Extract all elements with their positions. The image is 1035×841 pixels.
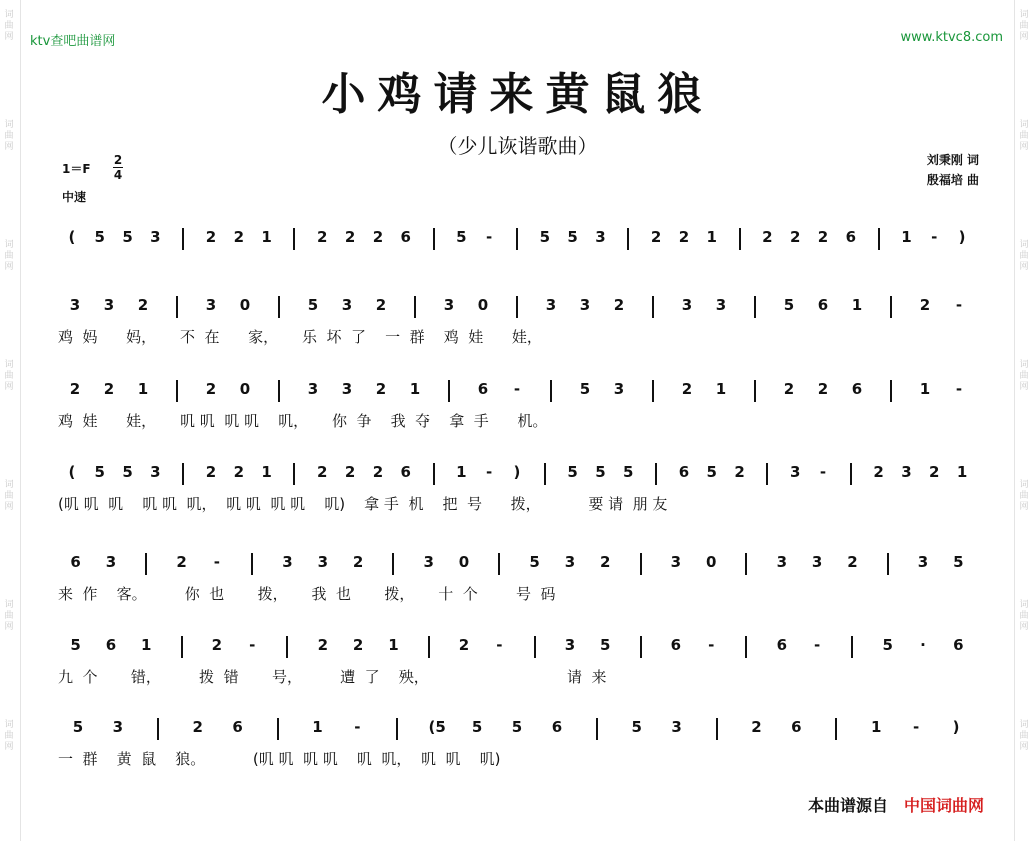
notation-row (58, 380, 988, 406)
bar-line (577, 718, 617, 740)
note: 3 (282, 553, 293, 571)
note: 6 (400, 228, 411, 246)
note: 6 (776, 636, 787, 654)
note: 1 (261, 463, 272, 481)
note: 2 (929, 463, 940, 481)
note: 1 (137, 380, 149, 398)
note: - (486, 463, 493, 481)
note: 2 (458, 636, 470, 654)
bar-line (235, 553, 270, 575)
bar-line (411, 636, 446, 658)
note: 2 (372, 228, 384, 246)
bar-line (398, 296, 432, 318)
site-link-left[interactable]: ktv查吧曲谱网 (30, 34, 116, 49)
note: 5 (307, 296, 319, 314)
note: 5 (122, 463, 133, 481)
bar-line (738, 296, 772, 318)
bar-line (376, 553, 411, 575)
bar-line (870, 553, 905, 575)
note: 2 (344, 228, 356, 246)
note: - (813, 636, 821, 654)
note: 3 (423, 553, 434, 571)
note: 2 (352, 553, 364, 571)
note: 2 (317, 636, 328, 654)
note: 3 (69, 296, 81, 314)
note: 0 (477, 296, 489, 314)
song-subtitle: （少儿诙谐歌曲） (437, 134, 598, 158)
note: 2 (205, 463, 217, 481)
note: 1 (261, 228, 272, 246)
bar-line (874, 380, 908, 402)
note: 5 (579, 380, 591, 398)
note: ( (68, 228, 76, 246)
side-watermark: 词曲网 (1019, 600, 1029, 632)
note: 2 (205, 380, 217, 398)
composer-credit: 殷福培 曲 (926, 173, 979, 187)
bar-line (816, 718, 856, 740)
note: 1 (956, 463, 968, 481)
bar-line (482, 553, 517, 575)
note: 3 (595, 228, 606, 246)
note: 3 (205, 296, 217, 314)
note: 3 (917, 553, 929, 571)
note: 3 (671, 718, 682, 736)
note: 2 (375, 380, 387, 398)
note: - (819, 463, 827, 481)
note: 3 (776, 553, 787, 571)
note: - (354, 718, 361, 736)
note: 2 (69, 380, 81, 398)
note: 5 (567, 228, 578, 246)
bar-line (874, 296, 908, 318)
note: 2 (352, 636, 364, 654)
note: 2 (762, 228, 773, 246)
lyric-row: (叽 叽 叽 叽 叽 叽， 叽 叽 叽 叽 叽) 拿 手 机 把 号 拨， 要 请 朋 友 (58, 495, 668, 513)
note: 3 (150, 228, 161, 246)
note: 2 (681, 380, 693, 398)
note: - (496, 636, 503, 654)
note: (5 (428, 718, 446, 736)
note: ) (513, 463, 521, 481)
note: 5 (122, 228, 133, 246)
note: 0 (458, 553, 470, 571)
note: 2 (372, 463, 384, 481)
bar-line (753, 463, 781, 485)
bar-line (517, 636, 552, 658)
bar-line (262, 296, 296, 318)
bar-line (726, 228, 754, 250)
note: ) (958, 228, 966, 246)
note: 2 (789, 228, 801, 246)
bar-line (697, 718, 737, 740)
note: 3 (579, 296, 591, 314)
note: 3 (681, 296, 693, 314)
notation-row (58, 718, 988, 744)
bar-line (738, 380, 772, 402)
side-watermark: 词曲网 (4, 720, 14, 752)
left-watermark-strip (0, 0, 21, 841)
side-watermark: 词曲网 (1019, 10, 1029, 42)
lyric-row: 来 作 客。 你 也 拨， 我 也 拨， 十 个 号 码 (58, 585, 556, 603)
note: 2 (233, 463, 245, 481)
side-watermark: 词曲网 (1019, 120, 1029, 152)
note: 2 (873, 463, 884, 481)
note: 2 (317, 228, 328, 246)
note: 2 (678, 228, 690, 246)
note: - (513, 380, 521, 398)
key-signature: 1＝F (62, 162, 91, 176)
tempo-marking: 中速 (62, 190, 87, 204)
note: 3 (150, 463, 161, 481)
note: 3 (545, 296, 557, 314)
note: 5 (94, 228, 105, 246)
note: 0 (239, 296, 251, 314)
note: 2 (734, 463, 745, 481)
bar-line (642, 463, 670, 485)
note: 3 (670, 553, 682, 571)
note: 5 (600, 636, 611, 654)
note: 5 (783, 296, 795, 314)
bar-line (636, 380, 670, 402)
note: 6 (817, 296, 829, 314)
note: 2 (192, 718, 203, 736)
bar-line (160, 380, 194, 402)
note: 5 (623, 463, 634, 481)
side-watermark: 词曲网 (1019, 360, 1029, 392)
notation-row (58, 553, 988, 579)
bar-line (623, 553, 658, 575)
note: 2 (847, 553, 858, 571)
bar-line (500, 296, 534, 318)
note: 3 (341, 380, 353, 398)
note: ) (952, 718, 960, 736)
note: 2 (176, 553, 187, 571)
side-watermark: 词曲网 (1019, 720, 1029, 752)
lyric-row: 鸡 娃 娃， 叽 叽 叽 叽 叽， 你 争 我 夺 拿 手 机。 (58, 412, 548, 430)
bar-line (729, 636, 764, 658)
note: - (249, 636, 256, 654)
note: - (213, 553, 220, 571)
note: 1 (456, 463, 467, 481)
bar-line (377, 718, 417, 740)
note: 6 (400, 463, 411, 481)
note: 1 (919, 380, 931, 398)
bar-line (420, 228, 448, 250)
note: 5 (595, 463, 606, 481)
bar-line (420, 463, 448, 485)
note: · (920, 636, 926, 654)
time-signature-top: 2 (113, 153, 123, 167)
note: 5 (567, 463, 578, 481)
note: 5 (72, 718, 84, 736)
note: 6 (477, 380, 489, 398)
note: 2 (211, 636, 223, 654)
note: 1 (312, 718, 323, 736)
bar-line (270, 636, 305, 658)
note: 5 (471, 718, 483, 736)
bar-line (531, 463, 559, 485)
bar-line (614, 228, 642, 250)
note: - (486, 228, 493, 246)
note: 3 (307, 380, 319, 398)
time-signature-bottom: 4 (113, 168, 123, 182)
note: 3 (105, 553, 117, 571)
note: 6 (232, 718, 243, 736)
note: 3 (341, 296, 353, 314)
note: 2 (233, 228, 245, 246)
lyric-row: 九 个 错， 拨 错 号， 遭 了 殃， 请 来 (58, 668, 607, 686)
bar-line (262, 380, 296, 402)
note: 3 (112, 718, 124, 736)
site-link-right[interactable]: www.ktvc8.com (900, 30, 1003, 45)
note: 2 (919, 296, 931, 314)
note: 6 (70, 553, 81, 571)
bar-line (835, 636, 870, 658)
bar-line (503, 228, 531, 250)
side-watermark: 词曲网 (4, 480, 14, 512)
note: 1 (715, 380, 727, 398)
bar-line (258, 718, 298, 740)
note: 2 (205, 228, 217, 246)
note: - (708, 636, 715, 654)
note: 1 (901, 228, 912, 246)
side-watermark: 词曲网 (4, 120, 14, 152)
bar-line (837, 463, 865, 485)
bar-line (138, 718, 178, 740)
side-watermark: 词曲网 (1019, 480, 1029, 512)
note: 2 (817, 380, 829, 398)
lyricist-credit: 刘秉刚 词 (926, 153, 979, 167)
notation-row (58, 463, 988, 489)
notation-row (58, 636, 988, 662)
note: 6 (551, 718, 563, 736)
bar-line (534, 380, 568, 402)
lyric-row: 一 群 黄 鼠 狼。 (叽 叽 叽 叽 叽 叽， 叽 叽 叽) (58, 750, 501, 768)
lyric-row: 鸡 妈 妈， 不 在 家， 乐 坏 了 一 群 鸡 娃 娃， (58, 328, 542, 346)
note: 3 (564, 636, 576, 654)
note: - (955, 380, 963, 398)
note: 2 (375, 296, 387, 314)
note: 0 (705, 553, 717, 571)
time-signature (113, 154, 123, 181)
note: 5 (706, 463, 717, 481)
bar-line (623, 636, 658, 658)
credits (927, 150, 979, 190)
note: 3 (103, 296, 115, 314)
note: 5 (511, 718, 523, 736)
note: 3 (901, 463, 912, 481)
footer-site-name[interactable]: 中国词曲网 (904, 796, 985, 815)
note: 5 (529, 553, 540, 571)
note: 3 (317, 553, 328, 571)
notation-row (58, 228, 988, 254)
note: 1 (851, 296, 863, 314)
note: 2 (317, 463, 328, 481)
note: - (913, 718, 920, 736)
note: 3 (564, 553, 576, 571)
side-watermark: 词曲网 (4, 600, 14, 632)
bar-line (129, 553, 164, 575)
side-watermark: 词曲网 (1019, 240, 1029, 272)
note: 0 (239, 380, 251, 398)
bar-line (169, 463, 197, 485)
note: 6 (953, 636, 964, 654)
note: 6 (791, 718, 802, 736)
note: 3 (613, 380, 625, 398)
note: - (931, 228, 938, 246)
note: 2 (600, 553, 611, 571)
note: 6 (670, 636, 682, 654)
side-watermark: 词曲网 (4, 360, 14, 392)
bar-line (865, 228, 893, 250)
note: 2 (344, 463, 356, 481)
side-watermark: 词曲网 (4, 10, 14, 42)
note: 6 (105, 636, 117, 654)
note: 2 (613, 296, 625, 314)
note: 6 (845, 228, 857, 246)
bar-line (169, 228, 197, 250)
note: 6 (678, 463, 690, 481)
footer-source-label: 本曲谱源自 (808, 796, 889, 815)
note: 2 (137, 296, 149, 314)
note: 2 (103, 380, 115, 398)
note: 5 (953, 553, 964, 571)
bar-line (281, 463, 309, 485)
note: 6 (851, 380, 863, 398)
note: 3 (443, 296, 455, 314)
note: 2 (650, 228, 662, 246)
note: 2 (817, 228, 829, 246)
note: 3 (789, 463, 801, 481)
notation-row (58, 296, 988, 322)
note: 2 (751, 718, 762, 736)
note: 5 (456, 228, 467, 246)
note: 1 (141, 636, 152, 654)
note: 2 (783, 380, 795, 398)
note: 5 (631, 718, 642, 736)
note: 5 (94, 463, 105, 481)
note: 1 (409, 380, 421, 398)
bar-line (729, 553, 764, 575)
note: 1 (388, 636, 399, 654)
note: 5 (539, 228, 551, 246)
bar-line (164, 636, 199, 658)
bar-line (281, 228, 309, 250)
note: 1 (870, 718, 882, 736)
bar-line (432, 380, 466, 402)
note: 5 (70, 636, 81, 654)
note: ( (68, 463, 76, 481)
note: 3 (715, 296, 727, 314)
side-watermark: 词曲网 (4, 240, 14, 272)
right-watermark-strip (1014, 0, 1035, 841)
note: 3 (811, 553, 823, 571)
bar-line (636, 296, 670, 318)
note: 5 (882, 636, 893, 654)
footer-source (808, 793, 984, 816)
note: 1 (706, 228, 717, 246)
note: - (955, 296, 963, 314)
song-title: 小鸡请来黄鼠狼 (321, 69, 714, 120)
bar-line (160, 296, 194, 318)
